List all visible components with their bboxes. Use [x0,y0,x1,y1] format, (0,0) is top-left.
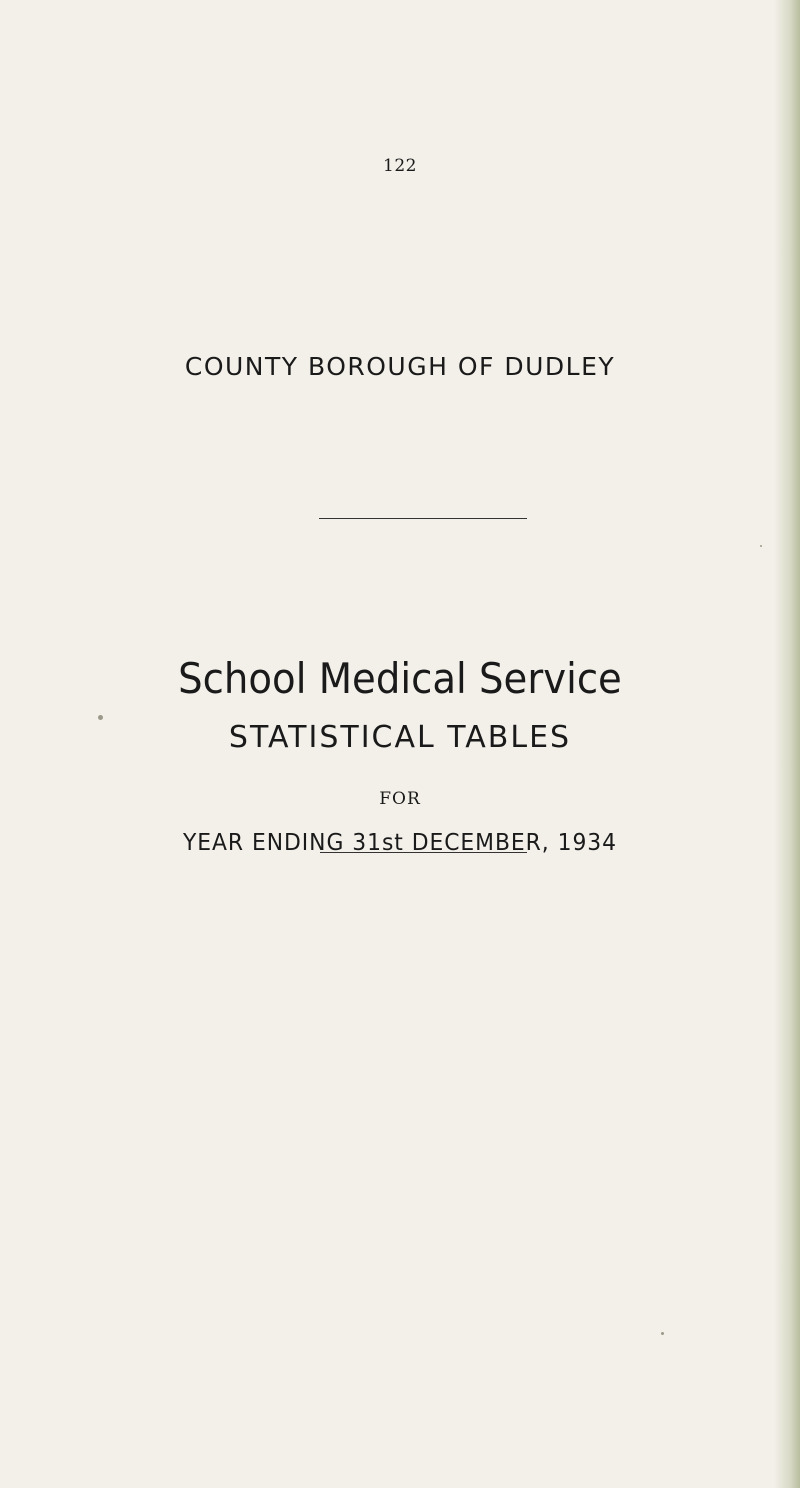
for-label: FOR [379,789,421,809]
tables-heading-block [0,720,800,784]
paper-speck [98,715,103,720]
paper-speck [760,545,762,547]
county-heading: COUNTY BOROUGH OF DUDLEY [184,352,616,381]
tables-heading: STATISTICAL TABLES [228,720,572,755]
year-ending-line: YEAR ENDING 31st DECEMBER, 1934 [182,830,618,856]
divider-rule-top [319,518,527,519]
page-number: 122 [383,156,417,176]
service-title: School Medical Service [178,654,622,703]
paper-speck [661,1332,664,1335]
